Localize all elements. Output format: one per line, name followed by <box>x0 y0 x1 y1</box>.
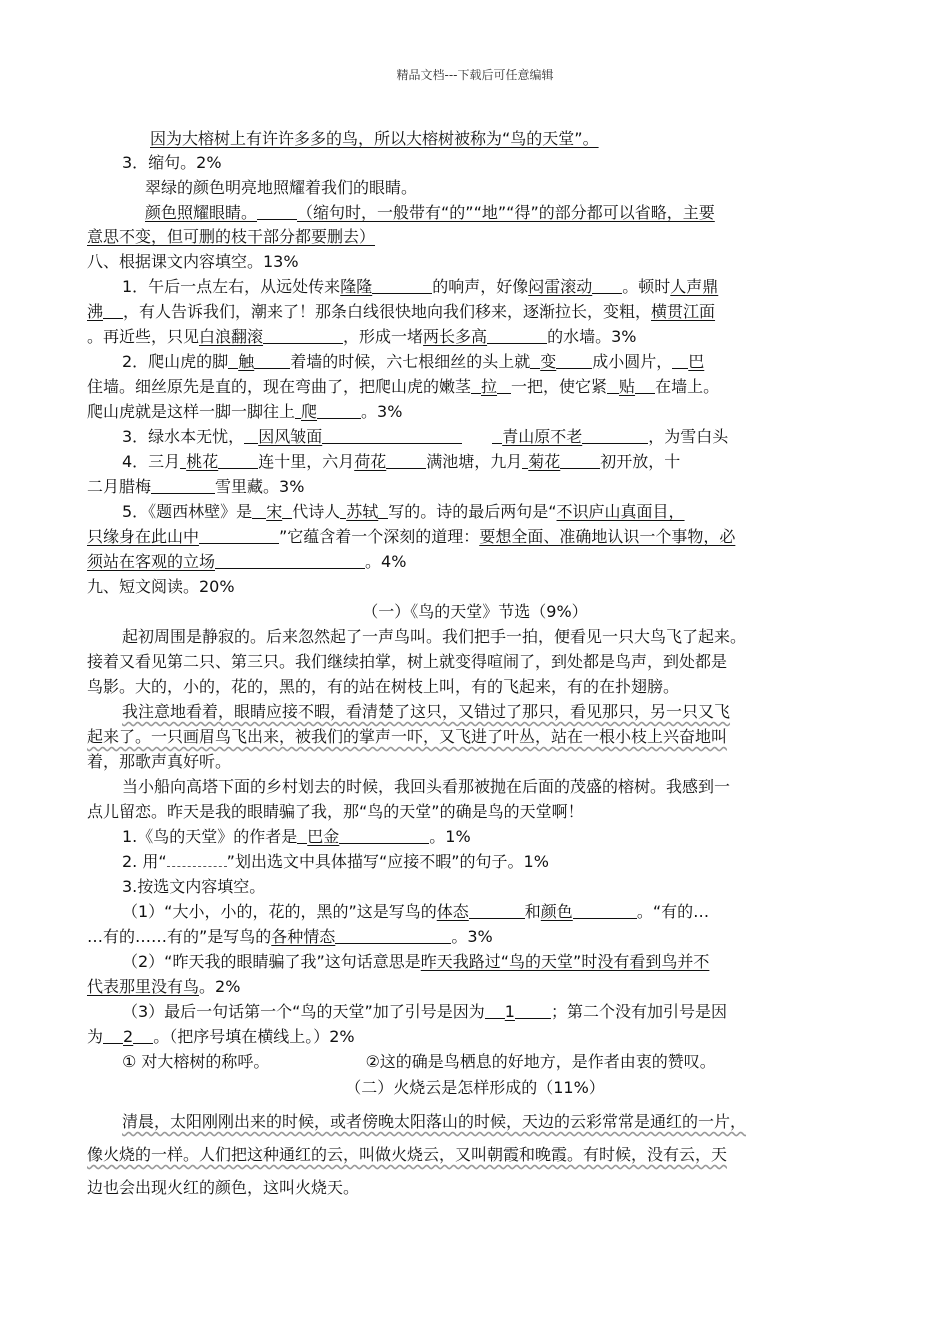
question: （1）“大小，小的，花的，黑的”这是写鸟的体态 和颜色 。“有的… <box>122 902 710 921</box>
question: 1.《鸟的天堂》的作者是 巴金 。1% <box>122 827 471 846</box>
paragraph: 鸟影。大的，小的，花的，黑的，有的站在树枝上叫，有的飞起来，有的在扑翅膀。 <box>87 677 680 696</box>
paragraph: 着，那歌声真好听。 <box>87 752 232 771</box>
section-9-title: 九、短文阅读。20% <box>87 577 235 596</box>
options: ① 对大榕树的称呼。 ②这的确是鸟栖息的好地方，是作者由衷的赞叹。 <box>122 1052 716 1071</box>
fill-line: 住墙。细丝原先是直的，现在弯曲了，把爬山虎的嫩茎 拉 一把，使它紧 贴 在墙上。 <box>87 377 720 396</box>
fill-line: 只缘身在此山中 ”它蕴含着一个深刻的道理：要想全面、准确地认识一个事物，必 <box>87 527 736 546</box>
fill-line: 爬山虎就是这样一脚一脚往上 爬 。3% <box>87 402 403 421</box>
paragraph: 当小船向高塔下面的乡村划去的时候，我回头看那被抛在后面的茂盛的榕树。我感到一 <box>122 777 731 796</box>
paragraph: 像火烧的一样。人们把这种通红的云，叫做火烧云，又叫朝霞和晚霞。有时候，没有云，天 <box>87 1145 728 1164</box>
fill-line: 2．爬山虎的脚 触 着墙的时候，六七根细丝的头上就 变 成小圆片， 巴 <box>122 352 705 371</box>
fill-line: 须站在客观的立场 。4% <box>87 552 407 571</box>
answer-line: 因为大榕树上有许许多多的鸟，所以大榕树被称为“鸟的天堂”。 <box>150 129 599 148</box>
fill-line: 3．绿水本无忧， 因风皱面 青山原不老 ，为雪白头 <box>122 427 729 446</box>
fill-line: 5．《题西林壁》是 宋 代诗人 苏轼 写的。诗的最后两句是“不识庐山真面目， <box>122 502 685 521</box>
sentence: 翠绿的颜色明亮地照耀着我们的眼睛。 <box>145 178 418 197</box>
paragraph: 边也会出现火红的颜色，这叫火烧天。 <box>87 1178 360 1197</box>
page-header: 精品文档---下载后可任意编辑 <box>396 68 554 82</box>
paragraph: 点儿留恋。昨天是我的眼睛骗了我，那“鸟的天堂”的确是鸟的天堂啊！ <box>87 802 584 821</box>
paragraph: 我注意地看着，眼睛应接不暇，看清楚了这只，又错过了那只，看见那只，另一只又飞 <box>122 702 731 721</box>
passage-1-title: （一）《鸟的天堂》节选（9%） <box>362 602 588 621</box>
fill-line: 沸 ，有人告诉我们，潮来了！那条白线很快地向我们移来，逐渐拉长，变粗，横贯江面 <box>87 302 716 321</box>
paragraph: 起初周围是静寂的。后来忽然起了一声鸟叫。我们把手一拍，便看见一只大鸟飞了起来。 <box>122 627 747 646</box>
fill-line: 二月腊梅 雪里藏。3% <box>87 477 305 496</box>
section-8-title: 八、根据课文内容填空。13% <box>87 252 299 271</box>
paragraph: 清晨，太阳刚刚出来的时候，或者傍晚太阳落山的时候，天边的云彩常常是通红的一片， <box>122 1112 747 1131</box>
answer-line: 意思不变，但可删的枝干部分都要删去） <box>87 227 376 246</box>
answer-line: 颜色照耀眼睛。 （缩句时，一般带有“的”“地”“得”的部分都可以省略，主要 <box>145 203 715 222</box>
fill-line: 。再近些，只见白浪翻滚 ，形成一堵两长多高 的水墙。3% <box>87 327 637 346</box>
question: （3）最后一句话第一个“鸟的天堂”加了引号是因为 1 ；第二个没有加引号是因 <box>122 1002 727 1021</box>
question: …有的……有的”是写鸟的各种情态 。3% <box>87 927 493 946</box>
paragraph: 起来了。一只画眉鸟飞出来，被我们的掌声一吓，又飞进了叶丛，站在一根小枝上兴奋地叫 <box>87 727 728 746</box>
question: 2. 用“ ”划出选文中具体描写“应接不暇”的句子。1% <box>122 852 549 871</box>
passage-2-title: （二）火烧云是怎样形成的（11%） <box>345 1078 605 1097</box>
fill-line: 1．午后一点左右，从远处传来隆隆 的响声，好像闷雷滚动 。顿时人声鼎 <box>122 277 719 296</box>
question-3: 3．缩句。2% <box>122 153 222 172</box>
question: 代表那里没有鸟。2% <box>87 977 241 996</box>
question: （2）“昨天我的眼睛骗了我”这句话意思是昨天我路过“鸟的天堂”时没有看到鸟并不 <box>122 952 710 971</box>
question: 3.按选文内容填空。 <box>122 877 266 896</box>
question: 为 2 。（把序号填在横线上。）2% <box>87 1027 355 1046</box>
fill-line: 4．三月 桃花 连十里，六月荷花 满池塘，九月 菊花 初开放，十 <box>122 452 681 471</box>
paragraph: 接着又看见第二只、第三只。我们继续拍掌，树上就变得喧闹了，到处都是鸟声，到处都是 <box>87 652 728 671</box>
